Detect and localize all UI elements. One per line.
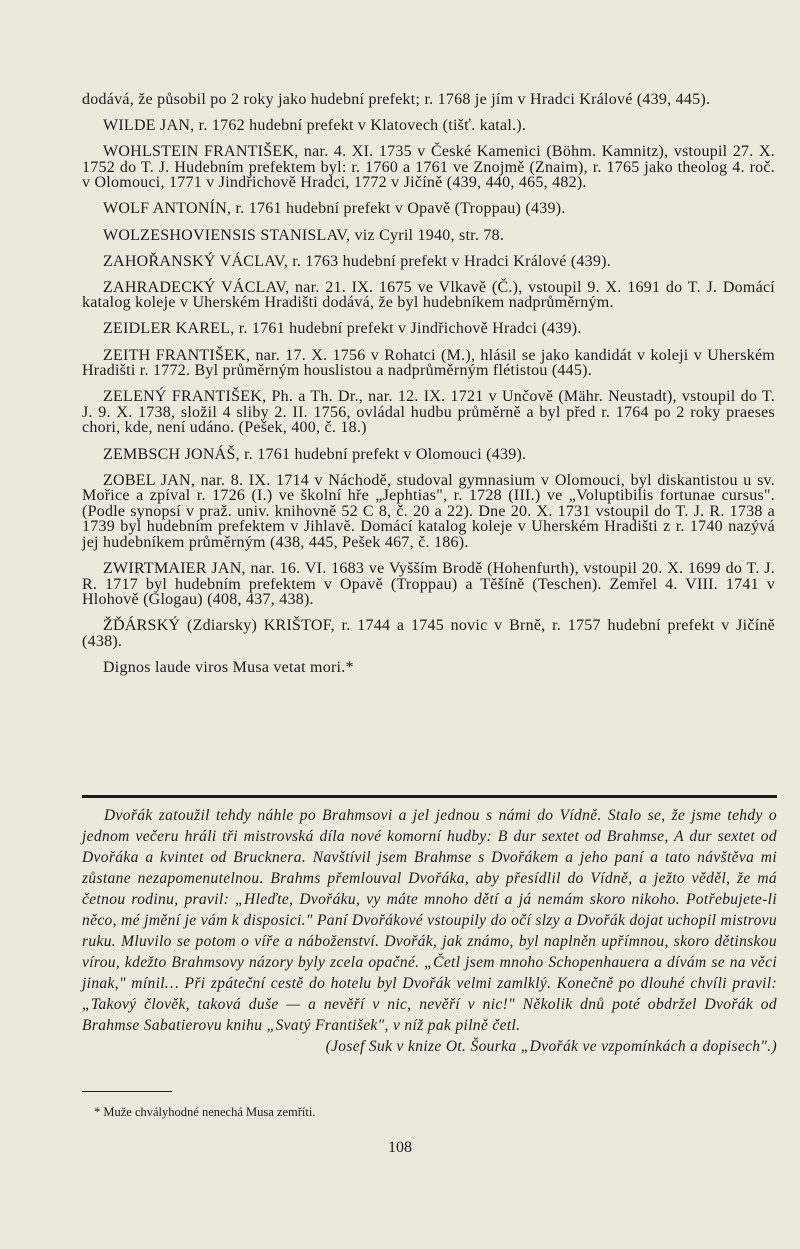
- entry-zahradecky: ZAHRADECKÝ VÁCLAV, nar. 21. IX. 1675 ve Vlkavě (Č.), vstoupil 9. X. 1691 do T. J. Domácí katalog koleje v Uherském Hradišti dodává, že byl hudebníkem nadprůměrným.: [82, 278, 775, 312]
- quote-block: [82, 805, 777, 1057]
- entry-zeleny: ZELENÝ FRANTIŠEK, Ph. a Th. Dr., nar. 12. IX. 1721 v Unčově (Mähr. Neustadt), vstoupil do T. J. 9. X. 1738, složil 4 sliby 2. II. 1756, ovládal hudbu průměrně a byl před r. 1764 po 2 roky praeses chori, kde, není udáno. (Pešek, 400, č. 18.): [82, 388, 775, 437]
- entry-continuation: dodává, že působil po 2 roky jako hudební prefekt; r. 1768 je jím v Hradci Králové (439, 445).: [82, 91, 711, 108]
- quote-attribution: (Josef Suk v knize Ot. Šourka „Dvořák ve vzpomínkách a dopisech".): [325, 1038, 777, 1055]
- entry-wolzeshoviensis: WOLZESHOVIENSIS STANISLAV, viz Cyril 1940, str. 78.: [103, 226, 505, 244]
- entry-zembsch: ZEMBSCH JONÁŠ, r. 1761 hudební prefekt v Olomouci (439).: [103, 445, 527, 463]
- page-number: 108: [388, 1139, 412, 1156]
- entry-zahoransky: ZAHOŘANSKÝ VÁCLAV, r. 1763 hudební prefekt v Hradci Králové (439).: [103, 252, 611, 270]
- entry-zeith: ZEITH FRANTIŠEK, nar. 17. X. 1756 v Rohatci (M.), hlásil se jako kandidát v koleji v Uherském Hradišti r. 1772. Byl průměrným houslistou a nadprůměrným flétistou (445).: [82, 346, 775, 380]
- entry-wohlstein: WOHLSTEIN FRANTIŠEK, nar. 4. XI. 1735 v České Kamenici (Böhm. Kamnitz), vstoupil 27. X. 1752 do T. J. Hudebním prefektem byl: r. 1760 a 1761 ve Znojmě (Znaim), r. 1765 jako theolog 4. roč. v Olomouci, 1771 v Jindřichově Hradci, 1772 v Jičíně (439, 440, 465, 482).: [82, 143, 775, 192]
- entry-zeidler: ZEIDLER KAREL, r. 1761 hudební prefekt v Jindřichově Hradci (439).: [103, 320, 582, 338]
- motto: Dignos laude viros Musa vetat mori.*: [103, 659, 354, 677]
- main-text: [82, 92, 775, 686]
- footnote: * Muže chvályhodné nenechá Musa zemříti.: [94, 1105, 316, 1119]
- section-divider: [82, 795, 777, 798]
- quote-text: Dvořák zatoužil tehdy náhle po Brahmsovi a jel jednou s námi do Vídně. Stalo se, že jsme tehdy o jednom večeru hráli tři mistrovská díla nové komorní hudby: B dur sextet od Brahmse, A dur sextet od Dvořáka a kvintet od Brucknera. Navštívil jsem Brahmse s Dvořákem a jeho paní a tato návštěva mi zůstane nezapomenutelnou. Brahms přemlouval Dvořáka, aby přesídlil do Vídně, a ježto věděl, že má četnou rodinu, pravil: „Hleďte, Dvořáku, vy máte mnoho dětí a já nemám skoro nikoho. Potřebujete-li něco, mé jmění je vám k disposici." Paní Dvořákové vstoupily do očí slzy a Dvořák dojat uchopil mistrovu ruku. Mluvilo se potom o víře a náboženství. Dvořák, jak známo, byl naplněn upřímnou, skoro dětinskou vírou, kdežto Brahmsovy názory byly zcela opačné. „Četl jsem mnoho Schopenhauera a dívám se na věci jinak," mínil… Při zpáteční cestě do hotelu byl Dvořák velmi zamlklý. Konečně po dlouhé chvíli pravil: „Takový člověk, taková duše — a nevěří v nic, nevěří v nic!" Několik dnů poté obdržel Dvořák od Brahmse Sabatierovu knihu „Svatý František", v níž pak pilně četl.: [82, 807, 777, 1034]
- entry-wolf: WOLF ANTONÍN, r. 1761 hudební prefekt v Opavě (Troppau) (439).: [103, 200, 566, 218]
- entry-zdarsky: ŽĎÁRSKÝ (Zdiarsky) KRIŠTOF, r. 1744 a 1745 novic v Brně, r. 1757 hudební prefekt v Jičíně (438).: [82, 617, 775, 650]
- entry-wilde: WILDE JAN, r. 1762 hudební prefekt v Klatovech (tišť. katal.).: [103, 117, 527, 135]
- entry-zobel: ZOBEL JAN, nar. 8. IX. 1714 v Náchodě, studoval gymnasium v Olomouci, byl diskantistou u sv. Mořice a zpíval r. 1726 (I.) ve školní hře „Jephtias", r. 1728 (III.) ve „Voluptibilis fortunae cursus". (Podle synopsí v praž. univ. knihovně 52 C 8, č. 20 a 22). Dne 20. X. 1731 vstoupil do T. J. R. 1738 a 1739 byl hudebním prefektem v Jihlavě. Domácí katalog koleje v Uherském Hradišti z r. 1740 nazývá jej hudebníkem průměrným (438, 445, Pešek 467, č. 186).: [82, 471, 775, 551]
- entry-zwirtmaier: ZWIRTMAIER JAN, nar. 16. VI. 1683 ve Vyšším Brodě (Hohenfurth), vstoupil 20. X. 1699 do T. J. R. 1717 byl hudebním prefektem v Opavě (Troppau) a Těšíně (Teschen). Zemřel 4. VIII. 1741 v Hlohově (Glogau) (408, 437, 438).: [82, 560, 775, 609]
- footnote-divider: [82, 1091, 172, 1092]
